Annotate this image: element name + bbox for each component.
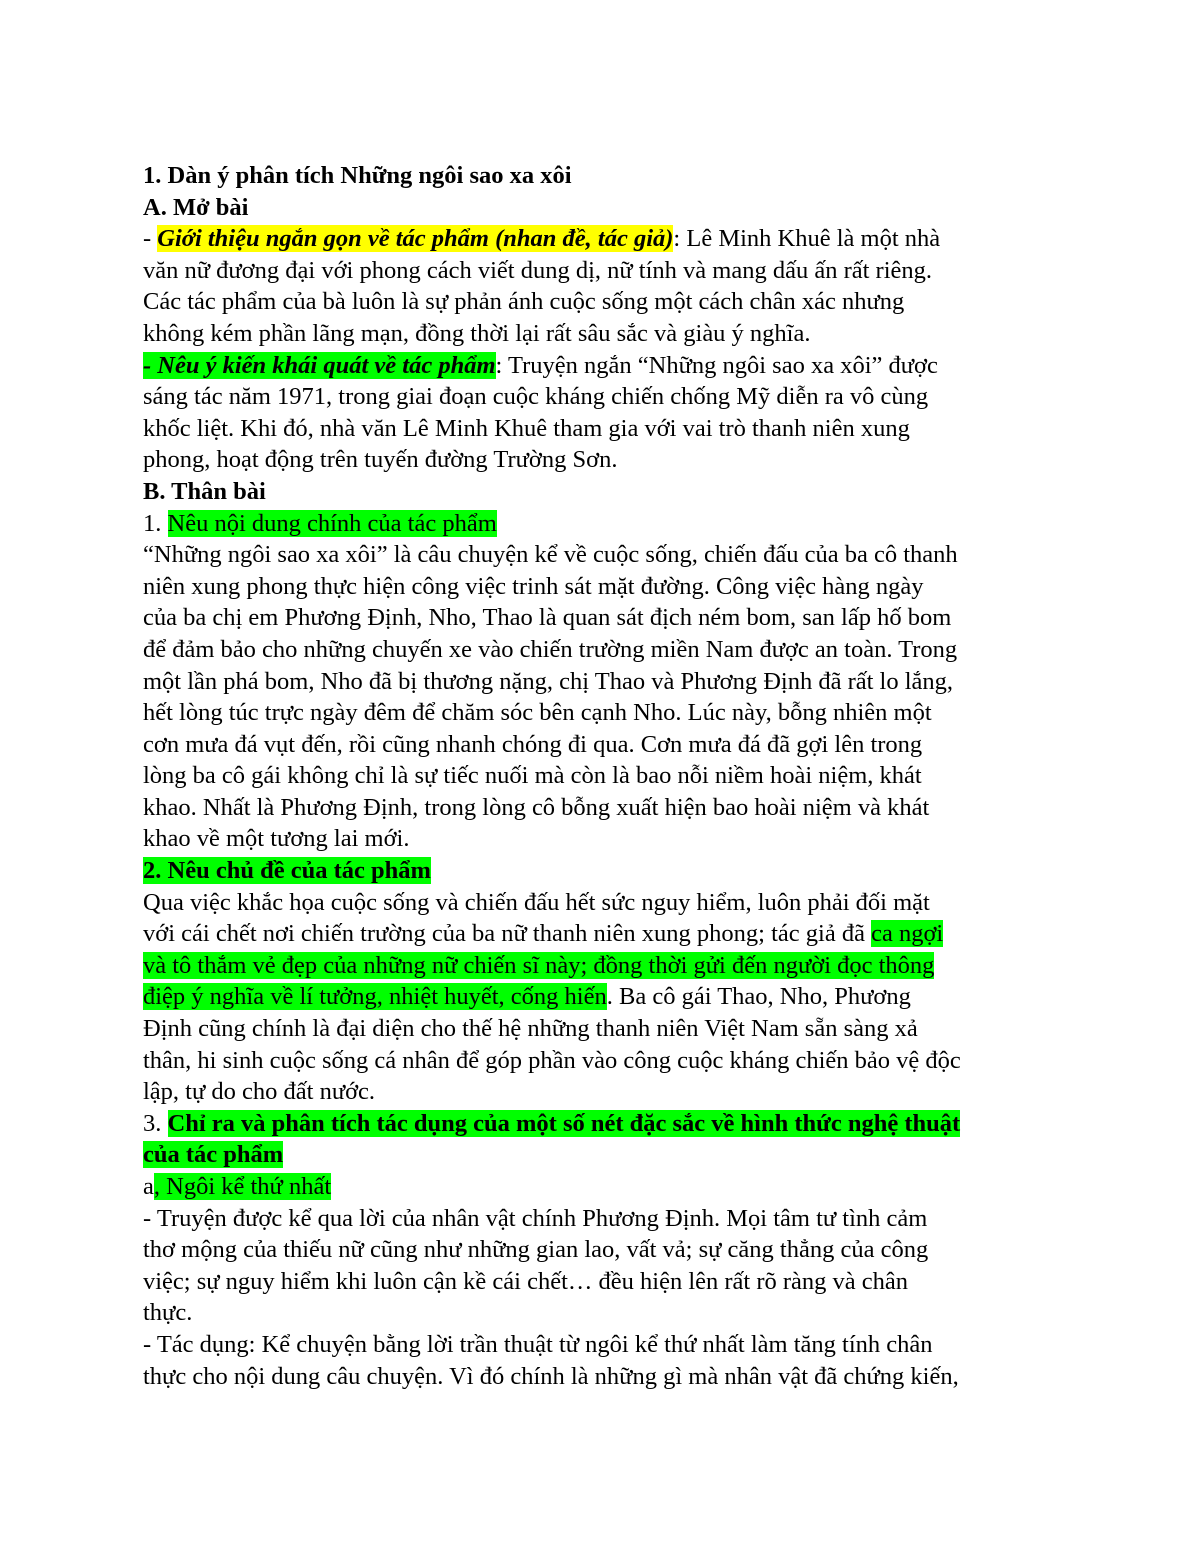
paragraph-line: không kém phần lãng mạn, đồng thời lại rất sâu sắc và giàu ý nghĩa.: [143, 319, 811, 347]
paragraph-line: - Tác dụng: Kể chuyện bằng lời trần thuật từ ngôi kể thứ nhất làm tăng tính chân: [143, 1330, 933, 1358]
highlighted-label: , Ngôi kể thứ nhất: [153, 1173, 332, 1200]
section-heading-mo-bai: A. Mở bài: [143, 193, 249, 221]
paragraph-line: khao về một tương lai mới.: [143, 825, 410, 853]
paragraph-line: để đảm bảo cho những chuyến xe vào chiến trường miền Nam được an toàn. Trong: [143, 635, 958, 663]
highlighted-label: của tác phẩm: [143, 1141, 284, 1169]
paragraph-line: thơ mộng của thiếu nữ cũng như những gian lao, vất vả; sự căng thẳng của công: [143, 1236, 929, 1264]
paragraph-line: thân, hi sinh cuộc sống cá nhân để góp phần vào công cuộc kháng chiến bảo vệ độc: [143, 1046, 961, 1074]
paragraph-line: thực cho nội dung câu chuyện. Vì đó chính là những gì mà nhân vật đã chứng kiến,: [143, 1362, 959, 1390]
paragraph-line: Định cũng chính là đại diện cho thế hệ những thanh niên Việt Nam sẵn sàng xả: [143, 1015, 918, 1043]
paragraph-line: niên xung phong thực hiện công việc trinh sát mặt đường. Công việc hàng ngày: [143, 572, 924, 600]
paragraph-line: - Nêu ý kiến khái quát về tác phẩm: Truyện ngắn “Những ngôi sao xa xôi” được: [143, 351, 938, 379]
paragraph-line: việc; sự nguy hiểm khi luôn cận kề cái chết… đều hiện lên rất rõ ràng và chân: [143, 1267, 909, 1295]
paragraph-line: lòng ba cô gái không chỉ là sự tiếc nuối mà còn là bao nỗi niềm hoài niệm, khát: [143, 762, 922, 790]
paragraph-line: phong, hoạt động trên tuyến đường Trường Sơn.: [143, 446, 618, 474]
subsection-heading-2: [143, 855, 1063, 887]
paragraph-line: [143, 950, 1063, 982]
subsection-heading-3: 3. Chỉ ra và phân tích tác dụng của một số nét đặc sắc về hình thức nghệ thuật: [143, 1109, 961, 1137]
paragraph-line: cơn mưa đá vụt đến, rồi cũng nhanh chóng đi qua. Cơn mưa đá đã gợi lên trong: [143, 730, 923, 758]
paragraph-line: khốc liệt. Khi đó, nhà văn Lê Minh Khuê tham gia với vai trò thanh niên xung: [143, 414, 910, 442]
highlighted-text: ca ngợi: [871, 920, 944, 948]
section-heading-than-bai: B. Thân bài: [143, 477, 266, 505]
highlighted-label: Giới thiệu ngắn gọn về tác phẩm (nhan đề, tác giả): [157, 225, 674, 253]
paragraph-line: “Những ngôi sao xa xôi” là câu chuyện kể về cuộc sống, chiến đấu của ba cô thanh: [143, 541, 958, 569]
paragraph-line: sáng tác năm 1971, trong giai đoạn cuộc kháng chiến chống Mỹ diễn ra vô cùng: [143, 383, 929, 411]
paragraph-line: Qua việc khắc họa cuộc sống và chiến đấu hết sức nguy hiểm, luôn phải đối mặt: [143, 888, 930, 916]
document-title: 1. Dàn ý phân tích Những ngôi sao xa xôi: [143, 162, 572, 189]
highlighted-label: Nêu nội dung chính của tác phẩm: [167, 509, 497, 537]
paragraph-line: hết lòng túc trực ngày đêm để chăm sóc bên cạnh Nho. Lúc này, bỗng nhiên một: [143, 699, 932, 727]
paragraph-line: - Truyện được kể qua lời của nhân vật chính Phương Định. Mọi tâm tư tình cảm: [143, 1204, 928, 1232]
paragraph-line: của ba chị em Phương Định, Nho, Thao là quan sát địch ném bom, san lấp hố bom: [143, 604, 952, 632]
paragraph-line: điệp ý nghĩa về lí tưởng, nhiệt huyết, cống hiến. Ba cô gái Thao, Nho, Phương: [143, 983, 911, 1011]
paragraph-line: với cái chết nơi chiến trường của ba nữ thanh niên xung phong; tác giả đã ca ngợi: [143, 920, 944, 948]
document-content: [143, 160, 1063, 1392]
paragraph-line: Các tác phẩm của bà luôn là sự phản ánh cuộc sống một cách chân xác nhưng: [143, 288, 905, 316]
paragraph-line: khao. Nhất là Phương Định, trong lòng cô bỗng xuất hiện bao hoài niệm và khát: [143, 793, 930, 821]
paragraph-line: một lần phá bom, Nho đã bị thương nặng, chị Thao và Phương Định đã rất lo lắng,: [143, 667, 954, 695]
paragraph-line: thực.: [143, 1299, 193, 1327]
subsection-heading-3-cont: [143, 1139, 1063, 1171]
subsection-heading-1: 1. Nêu nội dung chính của tác phẩm: [143, 509, 497, 537]
paragraph-line: - Giới thiệu ngắn gọn về tác phẩm (nhan đề, tác giả): Lê Minh Khuê là một nhà: [143, 225, 941, 253]
highlighted-text: và tô thắm vẻ đẹp của những nữ chiến sĩ này; đồng thời gửi đến người đọc thông: [143, 951, 935, 979]
paragraph-line: lập, tự do cho đất nước.: [143, 1078, 376, 1106]
highlighted-text: điệp ý nghĩa về lí tưởng, nhiệt huyết, cống hiến: [143, 983, 607, 1011]
highlighted-label: - Nêu ý kiến khái quát về tác phẩm: [143, 351, 496, 379]
highlighted-label: 2. Nêu chủ đề của tác phẩm: [143, 857, 431, 885]
paragraph-line: văn nữ đương đại với phong cách viết dung dị, nữ tính và mang dấu ấn rất riêng.: [143, 256, 933, 284]
subsection-heading-3a: a, Ngôi kể thứ nhất: [143, 1173, 332, 1200]
highlighted-label: Chỉ ra và phân tích tác dụng của một số nét đặc sắc về hình thức nghệ thuật: [167, 1109, 961, 1137]
